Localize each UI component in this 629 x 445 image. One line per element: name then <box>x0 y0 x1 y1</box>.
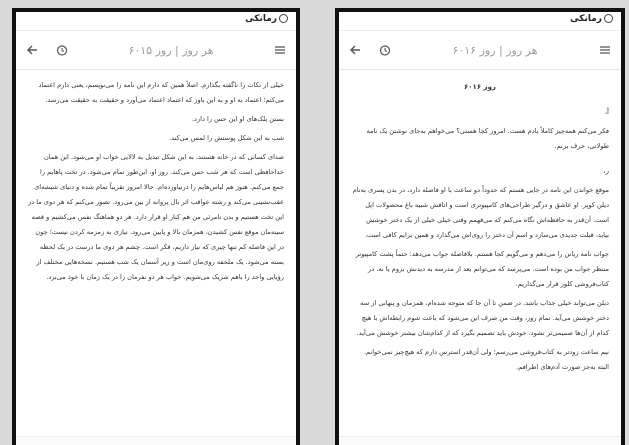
reading-content <box>339 70 621 375</box>
page-title: هر روز | روز ۶۰۱۶ <box>452 43 538 57</box>
paragraph: صدای کسانی که در خانه هستند، به این شکل تبدیل به لالایی خواب او می‌شود. این همان خداحافظی است که هر شب حس می‌کند. روز او، این‌طور تمام می‌شود. در تخت پاهایم را جمع می‌کنم. هنوز هم لباس‌هایم را درنیاورده‌ام. حالا امروز تقریباً تمام شده و دنیای شیشه‌ای عقب‌نشینی می‌کند و رشته عواقب اثر بال پروانه از بین می‌رود. تصور می‌کنم که هر دوی ما در این تخت هستیم و بدن نامرئی من هم کنار او قرار دارد. هر دو هماهنگ نفس می‌کشیم و قصه سینه‌مان موقع نفس کشیدن، همزمان بالا و پایین می‌رود. نیازی به زمزمه کردن نیست؛ چون در این فاصله کم تنها چیزی که نیاز داریم، فکر است. چشم هر دوی ما درست در یک لحظه بسته می‌شود. یک ملحفه روی‌مان است و زیر آسمان یک شب هستیم. نسخه‌هایی مختلف از رؤیایی واحد را باهم شریک می‌شویم. خواب هر دو نفرمان را در یک زمان با خود می‌برد. <box>28 153 284 281</box>
reading-content <box>16 70 296 285</box>
chapter-heading: روز ۶۰۱۶ <box>464 83 496 91</box>
paragraph: خیلی از نکات را ناگفته بگذارم. اصلاً همین که دارم این نامه را می‌نویسم، یعنی دارم اعتماد می‌کنم؛ اعتماد به او و به این باور که اعتماد اعتماد می‌آورد و حقیقت به حقیقت می‌رسد. <box>38 81 284 104</box>
brand-label: رمانکی <box>245 14 288 24</box>
bottom-bar <box>16 436 296 445</box>
menu-icon[interactable] <box>272 42 288 58</box>
right-reader-screen <box>335 8 625 445</box>
section-label: آ، <box>604 108 609 116</box>
status-bar <box>16 12 296 31</box>
menu-icon[interactable] <box>597 42 613 58</box>
paragraph: موقع خواندن این نامه در جایی هستم که حدوداً دو ساعت با او فاصله دارد، در بدن پسری به‌نام دیلن کوپر. او عاشق و درگیر طراحی‌های کامپیوتری است و اتاقش شبیه باغ محصولات اپل است. آن‌قدر به حافظه‌اش نگاه می‌کنم که می‌فهمم وقتی خیلی خیلی از یک دختر خوشش بیاید، قبلت جدیدی می‌سازد و اسم آن دختر را روی‌اش می‌گذارد و همین برایم کافی است. <box>352 186 609 239</box>
paragraph: فکر می‌کنم همه‌چیز کاملاً یادم هست. امروز کجا هستی؟ می‌خواهم به‌جای نوشتن یک نامه طولانی، حرف بزنم. <box>366 127 609 150</box>
app-bar <box>339 31 621 70</box>
paragraph: بستن پلک‌های او این حس را دارد. <box>191 115 284 123</box>
timer-icon[interactable] <box>377 42 393 58</box>
brand-logo-icon <box>279 14 288 23</box>
timer-icon[interactable] <box>54 42 70 58</box>
app-bar <box>16 31 296 70</box>
back-arrow-icon[interactable] <box>24 42 40 58</box>
status-bar <box>339 12 621 31</box>
paragraph: دیلن می‌تواند خیلی جذاب باشد. در ضمن تا آن جا که متوجه شده‌ام، همزمان و پنهانی از سه دختر خوشش می‌آید. تمام روز، وقت من صرف این می‌شود که باعث شوم رابطه‌اش با هیچ کدام از آن‌ها صمیمی‌تر نشود. خودش باید تصمیم بگیرد که از کدام‌شان بیشتر خوشش می‌آید. <box>356 299 609 337</box>
bottom-bar <box>339 436 621 445</box>
paragraph: جواب نامه ریانن را می‌دهم و می‌گویم کجا هستم. بلافاصله جواب می‌دهد: حتماً پشت کامپیوتر منتظر جواب من بوده است. می‌پرسد که می‌توانم بعد از مدرسه به دیدنش بروم یا نه. در کتاب‌فروشی کلور قرار می‌گذاریم. <box>355 250 609 288</box>
paragraph: شب به این شکل پوستش را لمس می‌کند. <box>168 134 284 142</box>
back-arrow-icon[interactable] <box>347 42 363 58</box>
section-label: ر، <box>603 167 609 175</box>
brand-label: رمانکی <box>570 14 613 24</box>
brand-logo-icon <box>604 14 613 23</box>
paragraph: نیم ساعت زودتر به کتاب‌فروشی می‌رسم؛ ولی آن‌قدر استرس دارم که هیچ‌چیز نمی‌خوانم. البته به‌جز صورت آدم‌های اطرافم. <box>363 348 609 371</box>
left-reader-screen <box>12 8 300 445</box>
page-title: هر روز | روز ۶۰۱۵ <box>128 43 214 57</box>
